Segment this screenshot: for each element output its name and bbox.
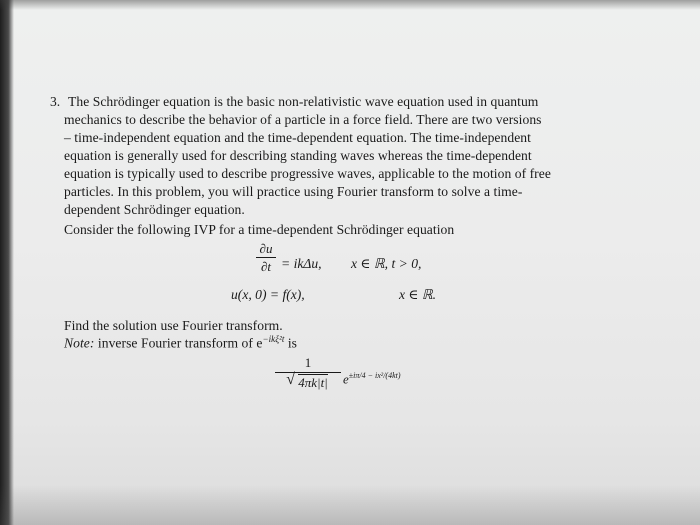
exp-power: ±iπ/4 − ix²/(4kt) <box>348 371 401 380</box>
note-exponent: −ikξ²t <box>262 334 285 344</box>
problem-text-line: The Schrödinger equation is the basic non-relativistic wave equation used in quantum <box>68 94 539 109</box>
problem-text-line: equation is typically used to describe progressive waves, applicable to the motion of free <box>64 166 551 181</box>
initial-condition: u(x, 0) = f(x), <box>231 287 305 302</box>
formula-exponential <box>343 371 401 387</box>
fraction-bar <box>256 257 276 258</box>
formula-denominator <box>275 371 341 391</box>
formula-fraction <box>275 355 341 391</box>
exp-base: e <box>343 371 349 387</box>
problem-text-line: mechanics to describe the behavior of a particle in a force field. There are two versions <box>64 112 542 127</box>
fraction-denominator: ∂t <box>260 259 272 274</box>
note-text-after: is <box>284 335 298 351</box>
top-shadow <box>0 0 700 10</box>
bottom-shadow <box>0 485 700 525</box>
radicand: 4πk|t| <box>298 375 328 390</box>
note-label: Note: <box>64 335 95 351</box>
problem-number: 3. <box>50 94 61 109</box>
note-text: inverse Fourier transform of e <box>94 335 263 351</box>
find-instruction: Find the solution use Fourier transform. <box>64 318 283 333</box>
pde-domain: x ∈ ℝ, t > 0, <box>351 256 422 271</box>
pde-rhs: = ikΔu, <box>281 256 322 271</box>
note-line <box>64 334 297 352</box>
partial-derivative-fraction <box>256 241 276 274</box>
radical-bar <box>298 374 328 375</box>
page-edge-shadow <box>0 0 14 525</box>
initial-domain: x ∈ ℝ. <box>399 287 437 302</box>
consider-line: Consider the following IVP for a time-dependent Schrödinger equation <box>64 222 455 237</box>
square-root <box>286 371 328 391</box>
problem-text-line: particles. In this problem, you will practice using Fourier transform to solve a time- <box>64 184 523 199</box>
fraction-numerator: ∂u <box>259 241 273 256</box>
problem-text-line: dependent Schrödinger equation. <box>64 202 245 217</box>
problem-text-line: – time-independent equation and the time-dependent equation. The time-independent <box>64 130 531 145</box>
radical-sign: √ <box>286 371 295 388</box>
problem-text-line: equation is generally used for describing standing waves whereas the time-dependent <box>64 148 532 163</box>
formula-fraction-bar <box>275 372 341 373</box>
formula-numerator: 1 <box>304 355 312 370</box>
